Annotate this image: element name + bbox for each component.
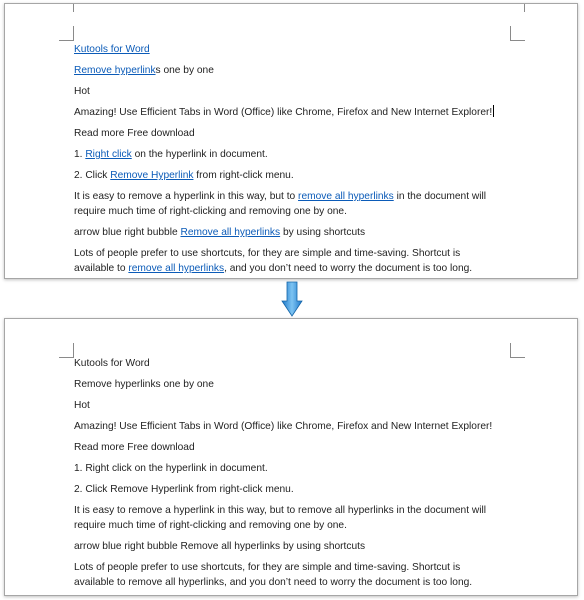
text-run: s one by one — [155, 65, 214, 76]
text-run: by using shortcuts — [280, 227, 366, 238]
paragraph — [74, 42, 497, 57]
text-run: Hot — [74, 86, 90, 97]
text-run: It is easy to remove a hyperlink in this way, but to — [74, 191, 299, 202]
text-run: , and you don’t need to worry the document is too long. — [224, 263, 473, 274]
text-run: Lots of people prefer to use shortcuts, for they are simple and time-saving. Shortcut is available to — [74, 248, 461, 274]
paragraph — [74, 84, 497, 99]
hyperlink[interactable]: Remove all hyperlinks — [180, 227, 281, 238]
hyperlink[interactable]: Right click — [85, 149, 132, 160]
hyperlink[interactable]: remove all hyperlinks — [298, 191, 394, 202]
text-run: arrow blue right bubble — [74, 227, 181, 238]
document-body-before[interactable] — [74, 42, 497, 282]
paragraph — [74, 246, 497, 276]
paragraph: Amazing! Use Efficient Tabs in Word (Office) like Chrome, Firefox and New Internet Explorer! — [74, 421, 493, 432]
paragraph: 2. Click Remove Hyperlink from right-click menu. — [74, 484, 294, 495]
text-cursor — [493, 105, 494, 117]
margin-corner-top-right — [510, 343, 525, 358]
paragraph: It is easy to remove a hyperlink in this way, but to remove all hyperlinks in the document will require much time of right-clicking and removing one by one. — [74, 505, 487, 531]
paragraph — [74, 147, 497, 162]
paragraph — [74, 225, 497, 240]
document-before-panel — [4, 3, 578, 279]
document-after-panel — [4, 318, 578, 596]
text-run: Amazing! Use Efficient Tabs in Word (Office) like Chrome, Firefox and New Internet Explorer! — [74, 107, 493, 118]
text-run: from right-click menu. — [193, 170, 294, 181]
paragraph: Kutools for Word — [74, 358, 150, 369]
down-arrow-icon — [281, 281, 303, 317]
paragraph — [74, 105, 497, 120]
paragraph — [74, 189, 497, 219]
text-run: Read more Free download — [74, 128, 195, 139]
paragraph: Remove hyperlinks one by one — [74, 379, 214, 390]
paragraph: Lots of people prefer to use shortcuts, for they are simple and time-saving. Shortcut is available to remove all hyperlinks, and you don’t need to worry the document is too long. — [74, 562, 473, 588]
paragraph: 1. Right click on the hyperlink in document. — [74, 463, 268, 474]
paragraph: Hot — [74, 400, 90, 411]
margin-mark — [73, 4, 74, 12]
text-run: in the document will require much time of right-clicking and removing one by one. — [74, 191, 487, 217]
paragraph — [74, 168, 497, 183]
paragraph — [74, 63, 497, 78]
hyperlink[interactable]: Remove hyperlink — [74, 65, 156, 76]
hyperlink[interactable]: Kutools for Word — [74, 44, 150, 55]
document-body-after[interactable] — [74, 356, 497, 596]
text-run: 1. — [74, 149, 86, 160]
paragraph: Read more Free download — [74, 442, 195, 453]
margin-corner-top-left — [59, 26, 74, 41]
margin-mark — [524, 4, 525, 12]
text-run: on the hyperlink in document. — [131, 149, 268, 160]
paragraph: arrow blue right bubble Remove all hyperlinks by using shortcuts — [74, 541, 366, 552]
hyperlink[interactable]: remove all hyperlinks — [128, 263, 225, 274]
hyperlink[interactable]: Remove Hyperlink — [110, 170, 194, 181]
margin-corner-top-left — [59, 343, 74, 358]
margin-corner-top-right — [510, 26, 525, 41]
paragraph — [74, 126, 497, 141]
text-run: 2. Click — [74, 170, 111, 181]
